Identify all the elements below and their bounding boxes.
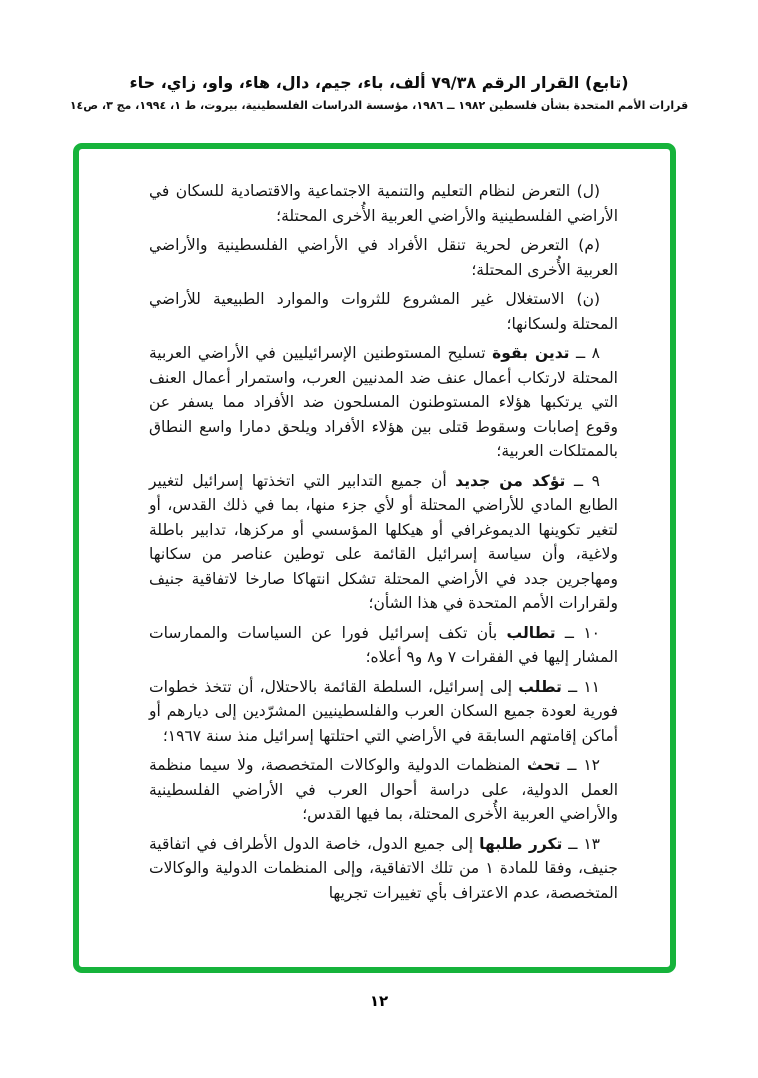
paragraph-lead-bold: تكرر طلبها [479,834,563,853]
resolution-title: (تابع) القرار الرقم ٧٩/٣٨ ألف، باء، جيم، دال، هاء، واو، زاي، حاء [129,73,629,92]
source-citation-line: قرارات الأمم المتحدة بشأن فلسطين ١٩٨٢ ــ ١٩٨٦، مؤسسة الدراسات الفلسطينية، بيروت، ط ١، ١٩٩٤، مج ٣، ص١٤ [69,99,689,112]
paragraph [149,675,618,749]
green-border-frame [73,143,676,973]
paragraph-text: أن جميع التدابير التي اتخذتها إسرائيل لتغيير الطابع المادي للأراضي المحتلة أو لأي جزء منها، بما في ذلك القدس، أو لتغير تكوينها الديموغرافي أو هيكلها المؤسسي أو مركزها، تدابير باطلة ولاغية، وأن سياسة إسرائيل القائمة على توطين عناصر من سكانها ومهاجرين جدد في الأراضي المحتلة تشكل انتهاكا صارخا لاتفاقية جنيف ولقرارات الأمم المتحدة في هذا الشأن؛ [149,471,618,612]
paragraph-marker: (ن) [576,290,600,308]
paragraph [149,753,618,827]
paragraph-marker: ١١ ــ [568,677,601,696]
paragraph [149,621,618,670]
paragraph-text: التعرض لنظام التعليم والتنمية الاجتماعية والاقتصادية للسكان في الأراضي الفلسطينية والأراضي العربية الأُخرى المحتلة؛ [149,182,618,225]
paragraph-lead-bold: تطالب [506,623,556,642]
paragraph-lead-bold: تدين بقوة [492,344,570,362]
paragraph-marker: ١٢ ــ [567,756,600,774]
page-header [0,72,758,114]
paragraph-lead-bold: تحث [527,756,561,774]
paragraph-lead-bold: تؤكد من جديد [455,471,566,490]
paragraph-text: المنظمات الدولية والوكالات المتخصصة، ولا سيما منظمة العمل الدولية، على دراسة أحوال العرب في الأراضي الفلسطينية والأراضي العربية الأُخرى المحتلة، بما فيها القدس؛ [149,756,618,823]
resolution-body-text [79,149,670,928]
paragraph-text: إلى إسرائيل، السلطة القائمة بالاحتلال، أن تتخذ خطوات فورية لعودة جميع السكان العرب والفلسطينيين المشرّدين إلى ديارهم أو أماكن إقامتهم السابقة في الأراضي التي احتلتها إسرائيل منذ سنة ١٩٦٧؛ [149,677,618,745]
paragraph [149,287,618,336]
paragraph-text: الاستغلال غير المشروع للثروات والموارد الطبيعية للأراضي المحتلة ولسكانها؛ [149,290,618,333]
paragraph-text: التعرض لحرية تنقل الأفراد في الأراضي الفلسطينية والأراضي العربية الأُخرى المحتلة؛ [149,236,618,279]
paragraph-lead-bold: تطلب [518,677,562,696]
paragraph-text: تسليح المستوطنين الإسرائيليين في الأراضي العربية المحتلة لارتكاب أعمال عنف ضد المدنيين العرب، واستمرار أعمال العنف التي يرتكبها هؤلاء المستوطنون المسلحون ضد الأفراد مما يسفر عن وقوع إصابات وسقوط قتلى بين هؤلاء الأفراد ويلحق دمارا واسع النطاق بالممتلكات العربية؛ [149,344,618,460]
paragraph [149,341,618,464]
paragraph-marker: (ل) [576,182,600,200]
paragraph-marker: ٩ ــ [573,471,600,490]
paragraph-marker: (م) [578,236,600,254]
paragraph-marker: ١٠ ــ [564,623,600,642]
paragraph [149,832,618,906]
paragraph-marker: ١٣ ــ [568,834,600,853]
paragraph [149,233,618,282]
page-number: ١٢ [369,992,389,1010]
paragraph-marker: ٨ ــ [576,344,600,362]
paragraph [149,179,618,228]
paragraph-text: بأن تكف إسرائيل فورا عن السياسات والممارسات المشار إليها في الفقرات ٧ و٨ و٩ أعلاه؛ [149,623,618,666]
paragraph [149,469,618,616]
paragraph-text: إلى جميع الدول، خاصة الدول الأطراف في اتفاقية جنيف، وفقا للمادة ١ من تلك الاتفاقية، وإلى المنظمات الدولية والوكالات المتخصصة، عدم الاعتراف بأي تغييرات تجريها [149,834,618,902]
